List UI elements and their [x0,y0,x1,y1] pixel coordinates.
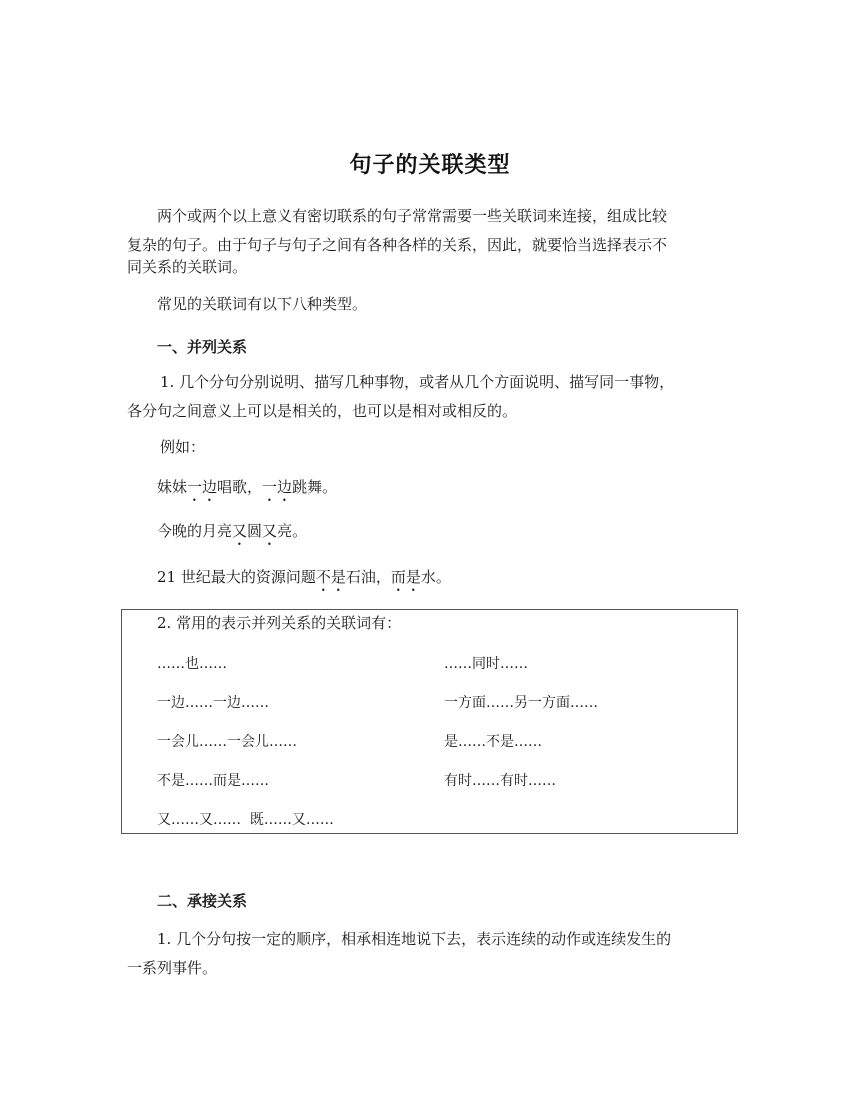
example-1-text: 跳舞。 [292,478,338,496]
example-label: 例如： [160,438,206,456]
connectives-box-heading: 2. 常用的表示并列关系的关联词有： [157,614,402,632]
intro-line-2: 复杂的句子。由于句子与句子之间有各种各样的关系，因此，就要恰当选择表示不 [127,236,668,254]
example-3-text: 石油， [345,568,391,586]
connective-cell: 又……又…… 既……又…… [157,812,334,828]
connective-cell: 不是……而是…… [157,773,269,789]
connective-cell: ……同时…… [444,656,528,672]
example-1 [157,473,337,505]
types-intro: 常见的关联词有以下八种类型。 [157,295,368,313]
intro-line-1: 两个或两个以上意义有密切联系的句子常常需要一些关联词来连接，组成比较 [157,207,668,225]
connective-cell: 一边……一边…… [157,695,269,711]
section2-heading: 二、承接关系 [157,892,248,910]
connective-cell: ……也…… [157,656,227,672]
section1-heading: 一、并列关系 [157,338,248,356]
example-1-connective: 一边 [262,478,293,496]
example-3-connective: 而是 [390,568,421,586]
example-2-text: 亮。 [277,522,308,540]
example-2-connective: 又 [262,522,278,540]
example-3-text: 水。 [420,568,451,586]
section1-point1-line1: 1. 几个分句分别说明、描写几种事物，或者从几个方面说明、描写同一事物， [160,373,675,391]
example-2-connective: 又 [232,522,248,540]
example-3 [157,563,451,595]
connective-cell: 一方面……另一方面…… [444,695,598,711]
connective-cell: 有时……有时…… [444,773,556,789]
example-1-text: 妹妹 [157,478,188,496]
example-2 [157,517,307,549]
example-2-text: 今晚的月亮 [157,522,233,540]
example-3-text: 21 世纪最大的资源问题 [157,568,316,586]
example-1-text: 唱歌， [217,478,263,496]
connective-cell: 是……不是…… [444,734,542,750]
example-3-connective: 不是 [315,568,346,586]
section2-point1-line1: 1. 几个分句按一定的顺序，相承相连地说下去，表示连续的动作或连续发生的 [157,930,672,948]
example-1-connective: 一边 [187,478,218,496]
connective-cell: 一会儿……一会儿…… [157,734,297,750]
page-title: 句子的关联类型 [349,153,511,178]
connectives-box [121,609,738,834]
section2-point1-line2: 一系列事件。 [127,959,218,977]
section1-point1-line2: 各分句之间意义上可以是相关的，也可以是相对或相反的。 [127,402,518,420]
example-2-text: 圆 [247,522,263,540]
intro-line-3: 同关系的关联词。 [127,258,248,276]
